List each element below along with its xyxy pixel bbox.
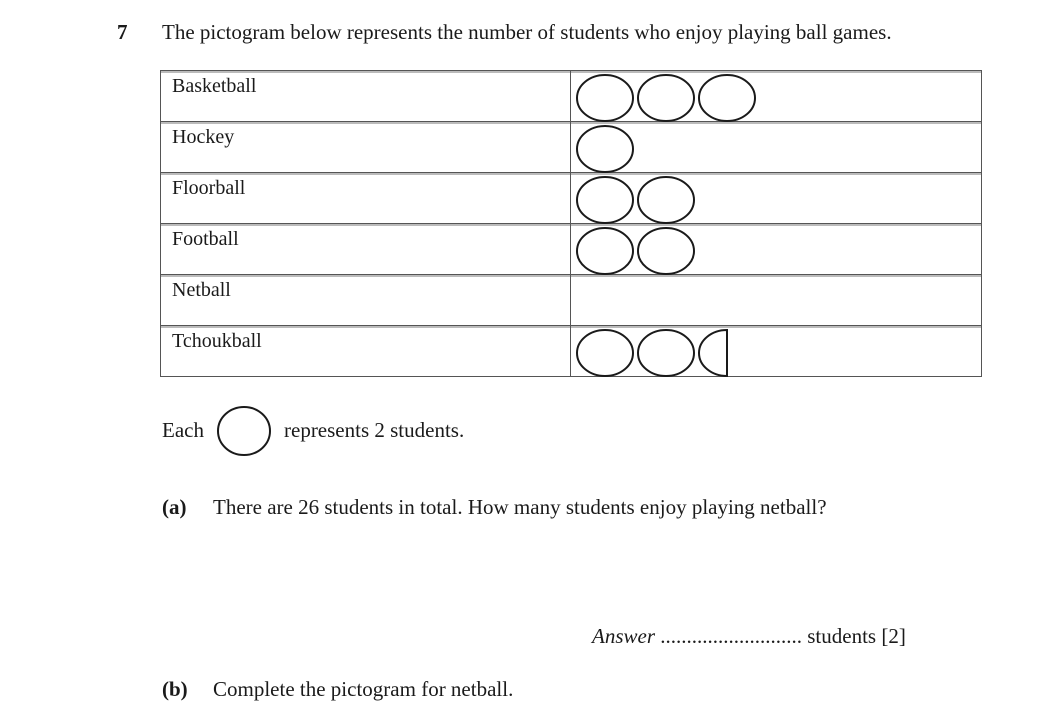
pictogram-circle-icon [577,330,633,376]
pictogram-circle-icon [577,228,633,274]
part-b-question: Complete the pictogram for netball. [213,677,514,701]
pictogram-row [161,122,982,173]
answer-blank[interactable]: ........................... [660,624,802,648]
pictogram-circle-icon [638,75,694,121]
question-number: 7 [117,20,128,44]
pictogram-row-symbols [571,71,982,122]
key-represents-text: represents 2 students. [284,418,465,442]
answer-unit: students [2] [807,624,906,648]
pictogram-row-symbols [571,326,982,377]
pictogram-symbols-svg [571,122,981,175]
pictogram-table [160,70,982,377]
pictogram-row-label: Tchoukball [161,326,571,377]
part-b-label: (b) [162,677,188,701]
pictogram-circle-icon [577,126,633,172]
pictogram-row [161,326,982,377]
pictogram-row-label: Floorball [161,173,571,224]
pictogram-row-label: Netball [161,275,571,326]
pictogram-row [161,173,982,224]
pictogram-circle-icon [699,75,755,121]
pictogram-half-circle-icon [699,330,727,376]
pictogram-circle-icon [577,177,633,223]
pictogram-row [161,71,982,122]
key-each-label: Each [162,418,204,442]
pictogram-row-label: Hockey [161,122,571,173]
part-a-question: There are 26 students in total. How many students enjoy playing netball? [213,495,827,519]
pictogram-symbols-svg [571,275,981,328]
pictogram-row-label: Football [161,224,571,275]
pictogram-symbols-svg [571,173,981,226]
answer-label: Answer [592,624,655,648]
pictogram-row-symbols [571,122,982,173]
pictogram-symbols-svg [571,224,981,277]
pictogram-row-label: Basketball [161,71,571,122]
pictogram-circle-icon [638,177,694,223]
question-intro: The pictogram below represents the number of students who enjoy playing ball games. [162,20,892,44]
pictogram-row-symbols [571,173,982,224]
pictogram-circle-icon [638,228,694,274]
part-a-label: (a) [162,495,187,519]
pictogram-symbols-svg [571,326,981,379]
pictogram-row-symbols [571,224,982,275]
pictogram-circle-icon [577,75,633,121]
pictogram-row [161,275,982,326]
part-a-answer-line [592,624,906,649]
pictogram-circle-icon [638,330,694,376]
pictogram-row [161,224,982,275]
pictogram-row-symbols[interactable] [571,275,982,326]
pictogram-symbols-svg [571,71,981,124]
key-circle-icon [214,404,274,458]
